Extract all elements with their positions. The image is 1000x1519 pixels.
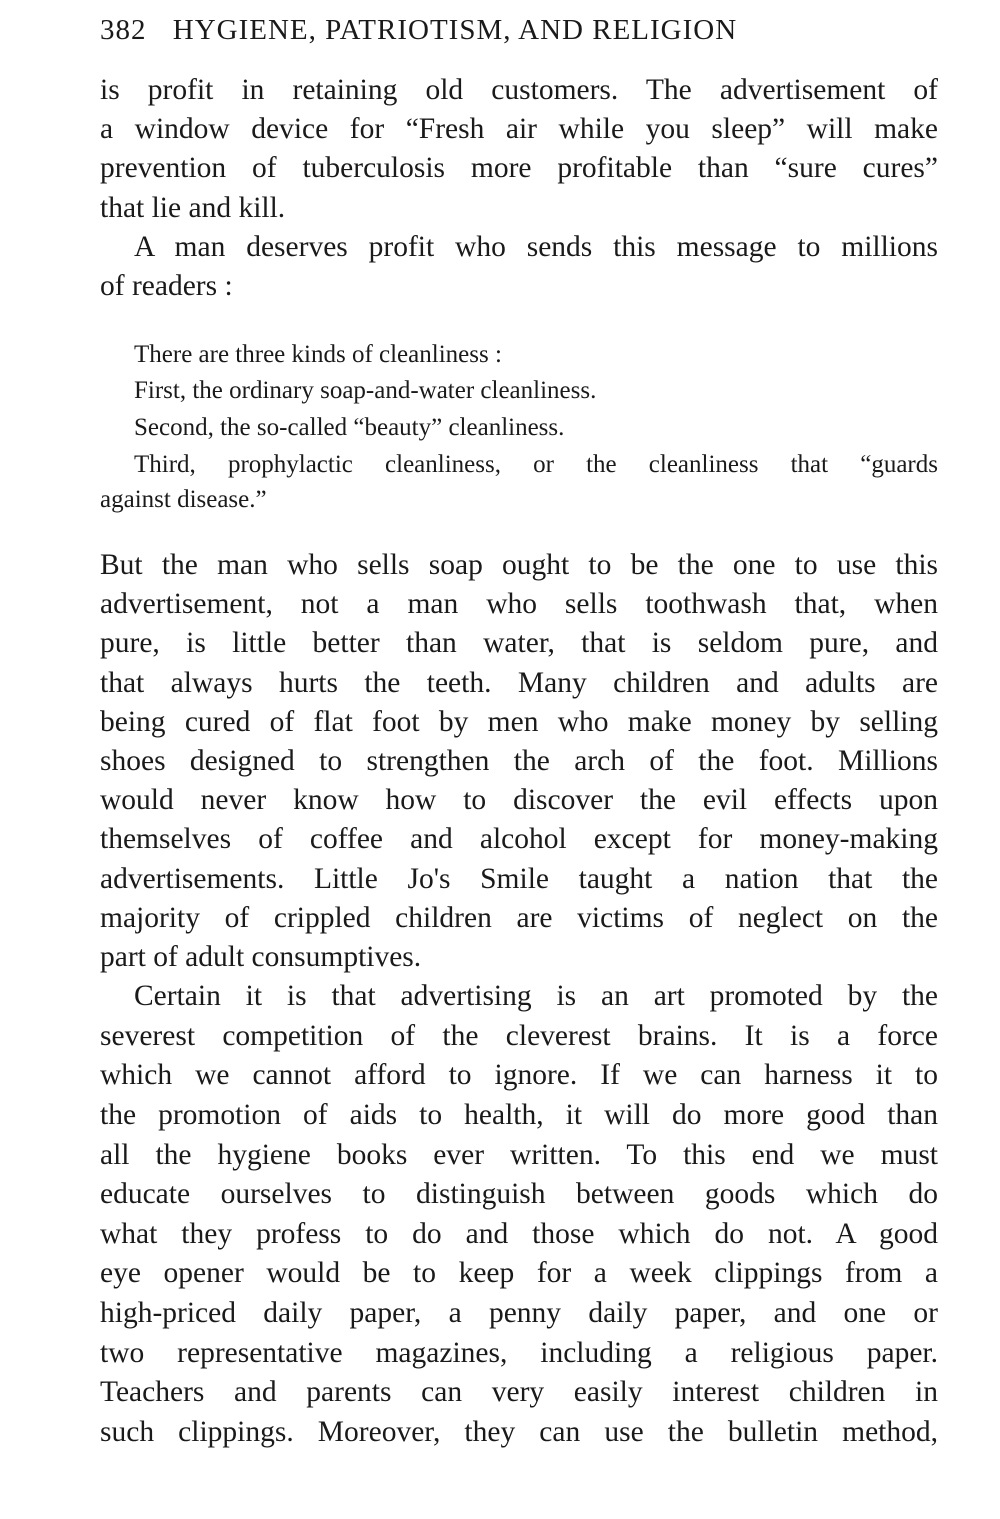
text-line: themselves of coffee and alcohol except for money-making [100, 823, 938, 856]
text-line: prevention of tuberculosis more profitable than “sure cures” [100, 152, 938, 185]
text-line: that always hurts the teeth. Many children and adults are [100, 666, 938, 699]
quote-line: against disease.” [100, 486, 267, 513]
running-title: HYGIENE, PATRIOTISM, AND RELIGION [172, 14, 738, 46]
text-line: such clippings. Moreover, they can use the bulletin method, [100, 1415, 938, 1448]
text-line: being cured of flat foot by men who make money by selling [100, 705, 938, 738]
text-line: Certain it is that advertising is an art promoted by the [134, 980, 938, 1013]
text-line: of readers : [100, 270, 233, 302]
text-line: which we cannot afford to ignore. If we can harness it to [100, 1059, 938, 1092]
text-line: high-priced daily paper, a penny daily paper, and one or [100, 1297, 938, 1329]
text-line: advertisement, not a man who sells toothwash that, when [100, 588, 938, 621]
text-line: severest competition of the cleverest brains. It is a force [100, 1019, 938, 1052]
text-line: what they profess to do and those which do not. A good [100, 1217, 938, 1250]
quote-line: There are three kinds of cleanliness : [134, 341, 502, 368]
quote-line: First, the ordinary soap-and-water cleanliness. [134, 377, 597, 404]
text-line: two representative magazines, including a religious paper. [100, 1336, 938, 1369]
quote-line: Third, prophylactic cleanliness, or the cleanliness that “guards [134, 451, 938, 478]
text-line: pure, is little better than water, that is seldom pure, and [100, 627, 938, 660]
text-line: that lie and kill. [100, 191, 286, 224]
text-line: shoes designed to strengthen the arch of the foot. Millions [100, 745, 938, 777]
text-line: the promotion of aids to health, it will do more good than [100, 1099, 938, 1131]
text-line: majority of crippled children are victims of neglect on the [100, 901, 938, 934]
quote-line: Second, the so-called “beauty” cleanliness. [134, 414, 565, 441]
text-line: part of adult consumptives. [100, 941, 422, 973]
text-line: Teachers and parents can very easily interest children in [100, 1376, 938, 1409]
text-line: would never know how to discover the evil effects upon [100, 784, 938, 817]
text-line: a window device for “Fresh air while you sleep” will make [100, 113, 938, 146]
page-number: 382 [100, 14, 147, 46]
text-line: A man deserves profit who sends this message to millions [134, 230, 938, 263]
text-line: advertisements. Little Jo's Smile taught a nation that the [100, 862, 938, 895]
text-line: educate ourselves to distinguish between goods which do [100, 1178, 938, 1211]
text-line: But the man who sells soap ought to be the one to use this [100, 549, 938, 581]
text-line: is profit in retaining old customers. The advertisement of [100, 74, 938, 106]
text-line: eye opener would be to keep for a week clippings from a [100, 1257, 938, 1290]
text-line: all the hygiene books ever written. To this end we must [100, 1138, 938, 1171]
running-header [100, 14, 938, 47]
